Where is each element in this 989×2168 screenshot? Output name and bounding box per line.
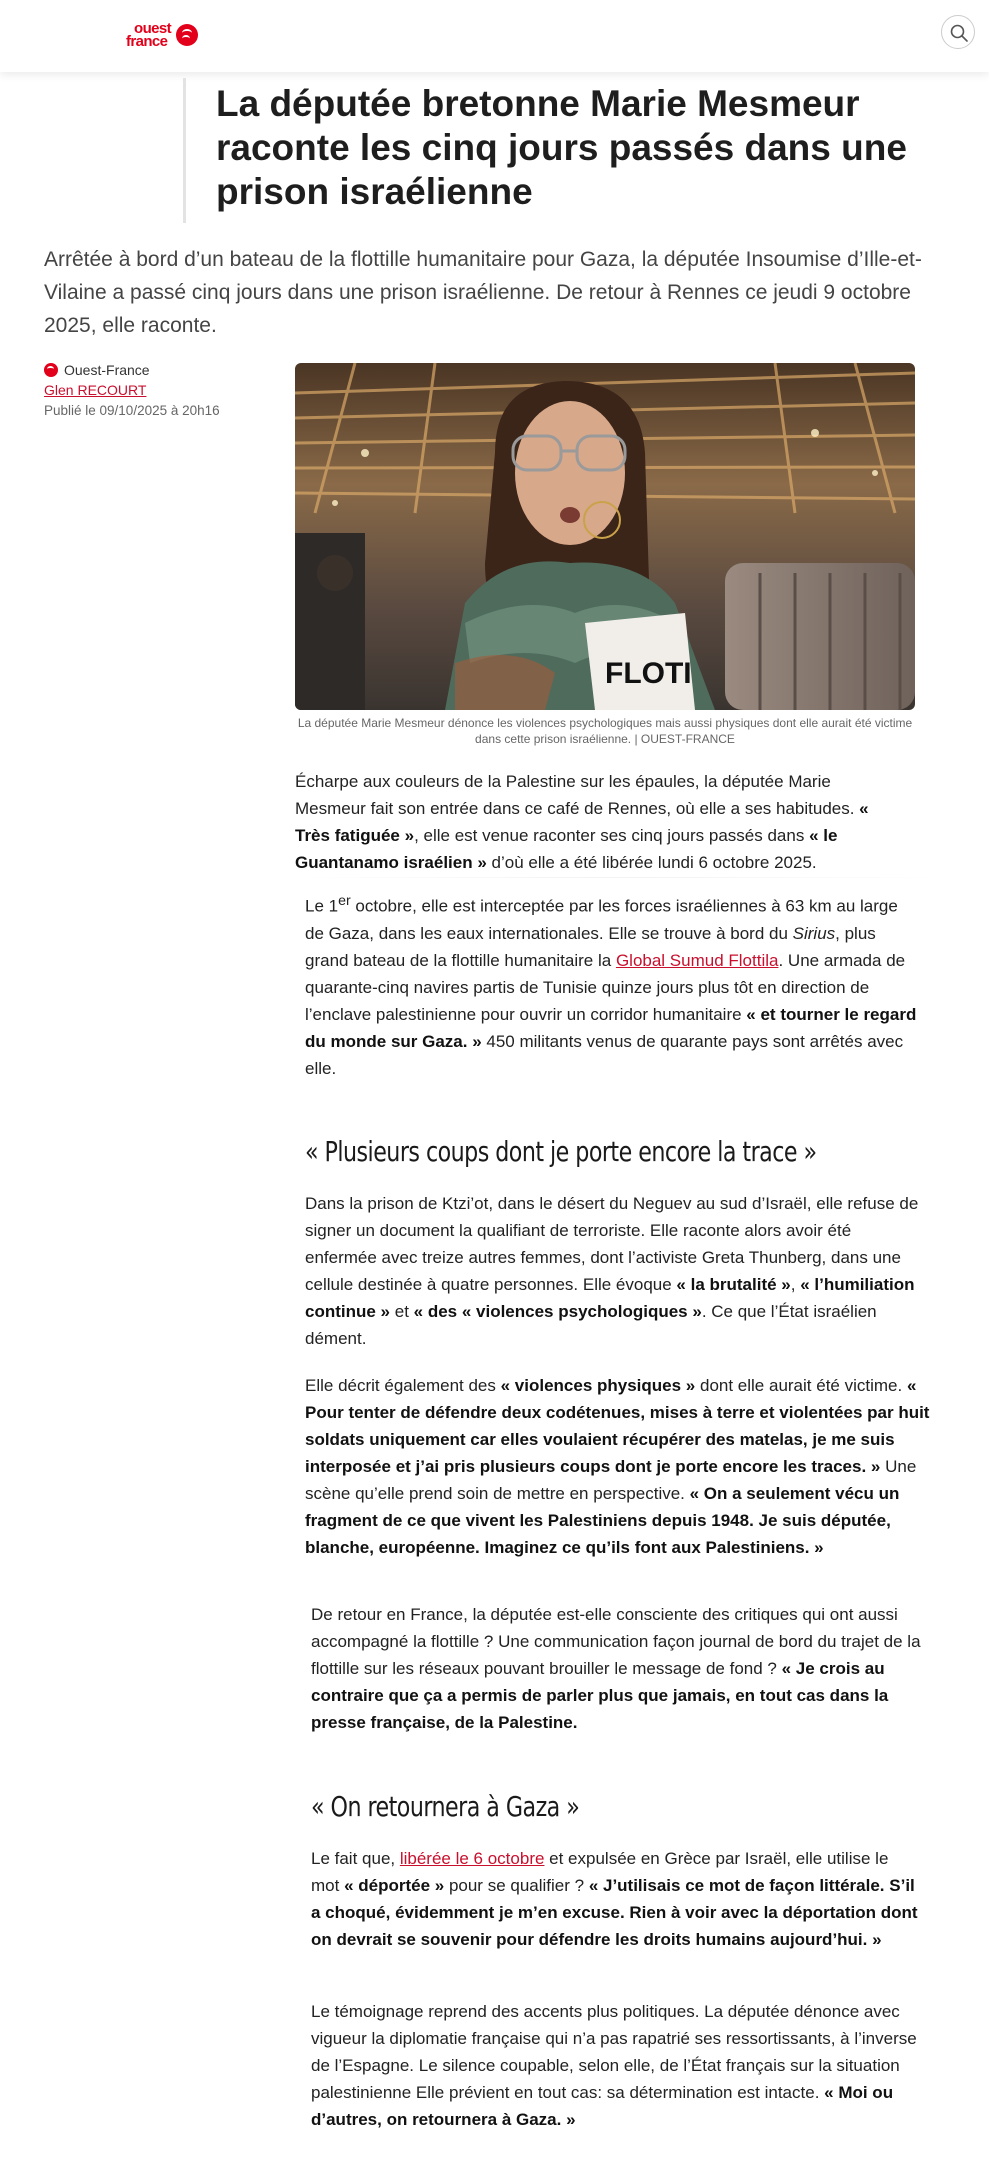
text: Le fait que,: [311, 1849, 400, 1868]
quote: « Très fatiguée »: [295, 799, 869, 845]
quote: « et tourner le regard du monde sur Gaza. »: [305, 1004, 917, 1051]
tshirt-text: FLOTI: [605, 657, 692, 690]
paragraph-4: [305, 1372, 930, 1561]
quote: « déportée »: [344, 1876, 445, 1895]
logo-text-ouest: ouest: [134, 20, 172, 37]
text: Le témoignage reprend des accents plus politiques. La députée dénonce avec vigueur la diplomatie française qui n’a pas rapatrié ses ressortissants, à l’inverse de l’Espagne. Le silence coupable, selon elle, de l’État français sur la situation palestinienne Elle prévient en tout cas: sa détermination est intacte.: [311, 2002, 917, 2102]
text: Écharpe aux couleurs de la Palestine sur les épaules, la députée Marie Mesmeur fait son entrée dans ce café de Rennes, où elle a ses habitudes.: [295, 772, 860, 818]
text: . Une armada de quarante-cinq navires partis de Tunisie quinze jours plus tôt en direction de l’enclave palestinienne pour ouvrir un corridor humanitaire: [305, 950, 906, 1024]
superscript: er: [338, 893, 351, 909]
text: et expulsée en Grèce par Israël, elle utilise le mot: [311, 1849, 889, 1895]
paragraph-7: [311, 1998, 931, 2133]
article-meta: [44, 360, 284, 421]
search-icon: [949, 23, 969, 43]
ouest-france-icon: [44, 363, 58, 377]
photo-illustration: [295, 363, 915, 710]
text: et: [390, 1302, 414, 1321]
text: Elle décrit également des: [305, 1376, 501, 1395]
quote: « Je crois au contraire que ça a permis de parler plus que jamais, en tout cas dans la presse française, de la Palestine.: [311, 1659, 889, 1732]
paragraph-3: [305, 1190, 920, 1352]
section-divider: [295, 877, 945, 878]
text: d’où elle a été libérée lundi 6 octobre 2025.: [486, 853, 817, 872]
quote: « J’utilisais ce mot de façon littérale. S’il a choqué, évidemment je m’en excuse. Rien à voir avec la déportation dont on devrait se souvenir pour défendre les droits humains aujourd’hui. »: [311, 1876, 918, 1949]
text: octobre, elle est interceptée par les forces israéliennes à 63 km au large de Gaza, dans les eaux internationales. Elle se trouve à bord du: [305, 896, 898, 943]
publish-date: Publié le 09/10/2025 à 20h16: [44, 403, 220, 418]
page-title: La députée bretonne Marie Mesmeur raconte les cinq jours passés dans une prison israélienne: [216, 83, 907, 212]
section-heading-1: « Plusieurs coups dont je porte encore la trace »: [305, 1135, 817, 1168]
text: De retour en France, la députée est-elle consciente des critiques qui ont aussi accompagné la flottille ? Une communication façon journal de bord du trajet de la flottille sur les réseaux pouvant brouiller le message de fond ?: [311, 1605, 921, 1678]
text: . Ce que l’État israélien dément.: [305, 1302, 877, 1348]
text: Une scène qu’elle prend soin de mettre en perspective.: [305, 1457, 917, 1503]
quote: « la brutalité »: [676, 1275, 791, 1294]
boat-name: Sirius: [792, 923, 836, 943]
article-photo[interactable]: [295, 363, 915, 710]
text: Le 1: [305, 896, 339, 916]
photo-caption: La députée Marie Mesmeur dénonce les violences psychologiques mais aussi physiques dont elle aurait été victime dans cette prison israélienne. | OUEST-FRANCE: [297, 716, 913, 746]
global-sumud-flottila-link[interactable]: Global Sumud Flottila: [615, 950, 779, 970]
quote: « l’humiliation continue »: [305, 1275, 915, 1321]
logo-mark-icon: [176, 24, 198, 46]
quote: « des « violences psychologiques »: [413, 1302, 702, 1321]
quote: « Moi ou d’autres, on retournera à Gaza. »: [311, 2083, 894, 2129]
liberee-le-6-octobre-link[interactable]: libérée le 6 octobre: [399, 1849, 545, 1868]
ouest-france-logo[interactable]: [126, 22, 206, 52]
quote: « violences physiques »: [500, 1376, 696, 1395]
site-header: [0, 0, 989, 72]
quote: « le Guantanamo israélien »: [295, 826, 838, 872]
text: pour se qualifier ?: [444, 1876, 589, 1895]
search-button[interactable]: [941, 15, 975, 49]
logo-text-france: france: [126, 33, 168, 50]
quote: « Pour tenter de défendre deux codétenues, mises à terre et violentées par huit soldats uniquement car elles voulaient récupérer des matelas, je me suis interposée et j’ai pris plusieurs coups dont je porte encore les traces. »: [305, 1376, 930, 1476]
paragraph-6: [311, 1845, 921, 1953]
text: ,: [790, 1275, 801, 1294]
text: Dans la prison de Ktzi’ot, dans le désert du Neguev au sud d’Israël, elle refuse de signer un document la qualifiant de terroriste. Elle raconte alors avoir été enfermée avec treize autres femmes, dont l’activiste Greta Thunberg, dans une cellule destinée à quatre personnes. Elle évoque: [305, 1194, 919, 1294]
text: , plus grand bateau de la flottille humanitaire la: [305, 923, 876, 970]
text: , elle est venue raconter ses cinq jours passés dans: [414, 826, 810, 845]
author-link[interactable]: Glen RECOURT: [44, 382, 147, 398]
source-name: Ouest-France: [64, 362, 150, 378]
quote: « On a seulement vécu un fragment de ce que vivent les Palestiniens depuis 1948. Je suis députée, blanche, européenne. Imaginez ce qu’ils font aux Palestiniens. »: [305, 1484, 900, 1557]
source-line: [44, 360, 284, 380]
paragraph-2: [305, 888, 920, 1082]
title-accent-bar: [183, 78, 186, 223]
text: 450 militants venus de quarante pays sont arrêtés avec elle.: [305, 1031, 904, 1078]
section-heading-2: « On retournera à Gaza »: [311, 1790, 580, 1823]
paragraph-5: [311, 1601, 921, 1736]
paragraph-1: [295, 768, 895, 876]
text: dont elle aurait été victime.: [695, 1376, 907, 1395]
article-lead: Arrêtée à bord d’un bateau de la flottille humanitaire pour Gaza, la députée Insoumise d’Ille-et-Vilaine a passé cinq jours dans une prison israélienne. De retour à Rennes ce jeudi 9 octobre 2025, elle raconte.: [44, 248, 922, 337]
